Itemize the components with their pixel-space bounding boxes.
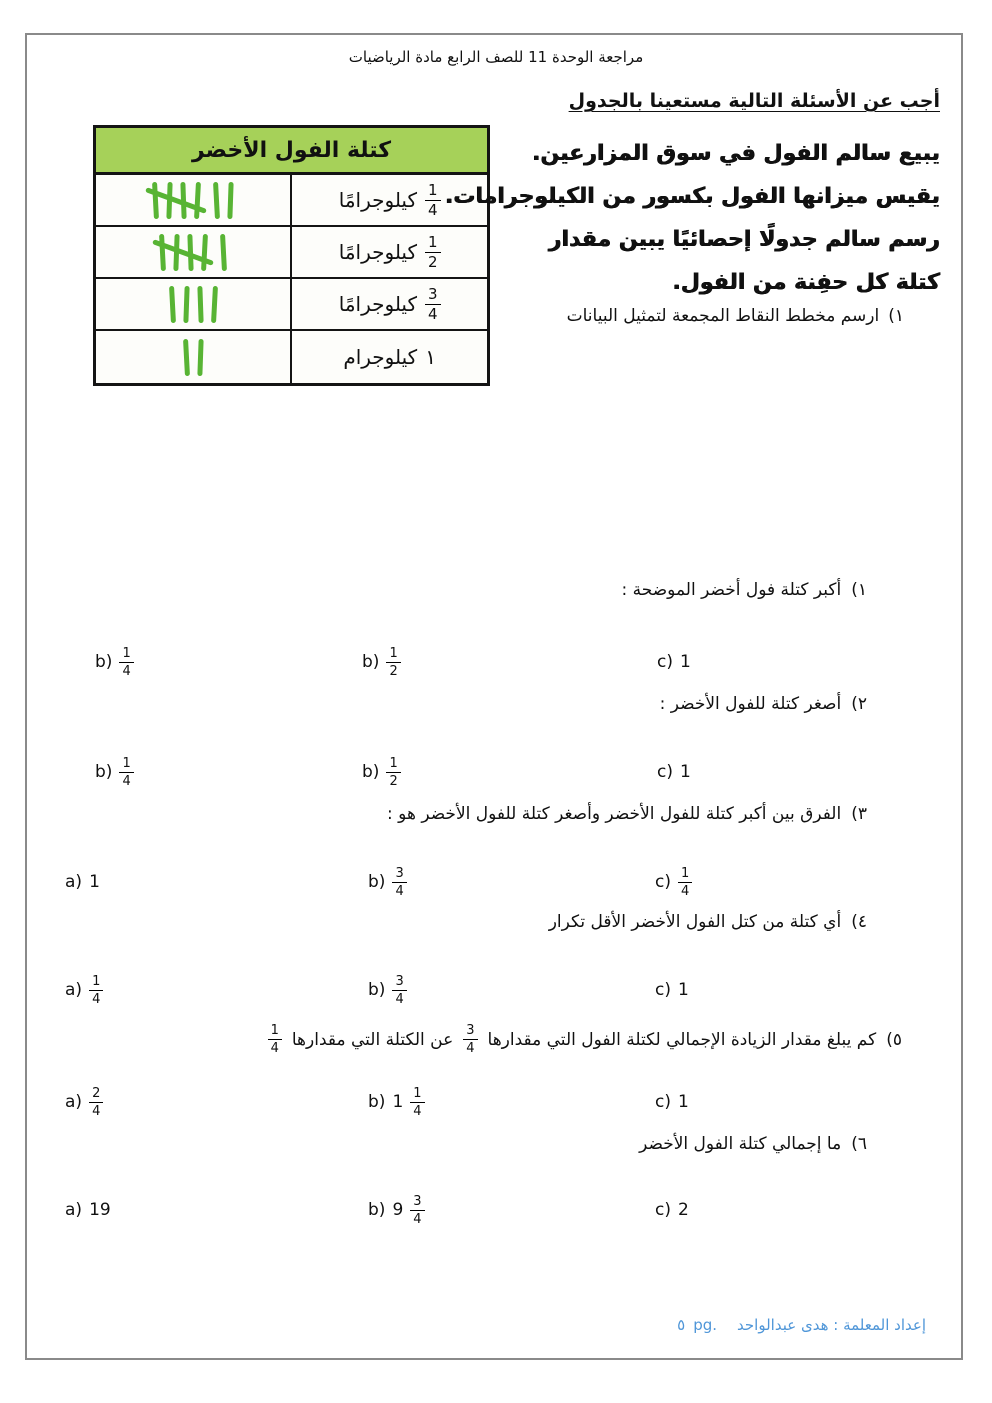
tally-bar bbox=[184, 339, 203, 376]
tally-table-title: كتلة الفول الأخضر bbox=[96, 128, 487, 175]
fraction: $\frac{3}{4}$ bbox=[410, 1195, 424, 1226]
document-title: مراجعة الوحدة 11 للصف الرابع مادة الرياضيات bbox=[348, 48, 644, 66]
option-label: c) bbox=[655, 1092, 671, 1112]
option-c bbox=[655, 1078, 689, 1126]
tally-bar bbox=[213, 181, 220, 218]
fraction: $\frac{3}{4}$ bbox=[392, 867, 406, 898]
tally-marks bbox=[96, 175, 292, 225]
option-c bbox=[657, 748, 691, 796]
page-footer bbox=[677, 1316, 926, 1334]
intro-title: أجب عن الأسئلة التالية مستعينا بالجدول bbox=[568, 90, 940, 112]
option-b bbox=[368, 1186, 425, 1234]
options-row-6 bbox=[0, 1186, 992, 1234]
question-6 bbox=[639, 1134, 867, 1154]
intro-line: كتلة كل حفِنة من الفول. bbox=[672, 270, 940, 295]
question-number: (١ bbox=[851, 580, 867, 600]
intro-line: رسم سالم جدولًا إحصائيًا يبين مقدار bbox=[548, 227, 940, 252]
tally-bar bbox=[211, 285, 218, 322]
question-2 bbox=[660, 694, 867, 714]
tally-bar bbox=[160, 234, 207, 271]
tally-bar bbox=[194, 181, 201, 218]
option-a bbox=[65, 966, 103, 1014]
unit-label: كيلوجرامًا bbox=[338, 188, 417, 212]
option-b bbox=[368, 858, 407, 906]
option-c bbox=[657, 638, 691, 686]
option-label: b) bbox=[362, 762, 380, 782]
fraction: $\frac{3}{4}$ bbox=[463, 1024, 477, 1055]
option-b2 bbox=[362, 748, 401, 796]
unit-label: كيلوجرامًا bbox=[338, 292, 417, 316]
fraction: $\frac{1}{4}$ bbox=[268, 1024, 282, 1055]
question-5 bbox=[268, 1024, 902, 1055]
tally-marks bbox=[96, 227, 292, 277]
question-text: الفرق بين أكبر كتلة للفول الأخضر وأصغر كتلة للفول الأخضر هو : bbox=[387, 804, 842, 824]
option-value: 1 bbox=[677, 1092, 689, 1112]
fraction: $\frac{3}{4}$ bbox=[425, 287, 441, 322]
fraction: $\frac{1}{4}$ bbox=[119, 757, 133, 788]
option-value: 2 bbox=[677, 1200, 689, 1220]
task-text: ارسم مخطط النقاط المجمعة لتمثيل البيانات bbox=[566, 306, 880, 326]
options-row-4 bbox=[0, 966, 992, 1014]
option-b1 bbox=[95, 638, 134, 686]
tally-bar bbox=[227, 181, 233, 218]
option-label: b) bbox=[95, 762, 113, 782]
tally-bar bbox=[183, 285, 189, 322]
tally-bar bbox=[214, 182, 233, 219]
intro-line: يبيع سالم الفول في سوق المزارعين. bbox=[532, 141, 940, 166]
option-value: 19 bbox=[89, 1200, 111, 1220]
question-text: أكبر كتلة فول أخضر الموضحة : bbox=[621, 580, 842, 600]
question-4 bbox=[549, 912, 867, 932]
task-item bbox=[567, 306, 904, 326]
option-value: 9 bbox=[392, 1200, 404, 1220]
option-label: b) bbox=[368, 1200, 386, 1220]
tally-bar bbox=[221, 234, 226, 271]
tally-bar bbox=[201, 233, 208, 270]
option-label: b) bbox=[362, 652, 380, 672]
option-label: b) bbox=[368, 872, 386, 892]
option-label: b) bbox=[95, 652, 113, 672]
whole-number: ١ bbox=[425, 345, 436, 369]
task-number: (١ bbox=[888, 306, 904, 326]
option-value: 1 bbox=[679, 762, 691, 782]
question-number: (٦ bbox=[851, 1134, 867, 1154]
intro-paragraph bbox=[445, 132, 940, 304]
fraction: $\frac{1}{4}$ bbox=[89, 975, 103, 1006]
option-a bbox=[65, 858, 100, 906]
question-3 bbox=[387, 804, 867, 824]
question-text: كم يبلغ مقدار الزيادة الإجمالي لكتلة الفول التي مقدارها bbox=[487, 1029, 877, 1050]
table-row bbox=[96, 227, 487, 279]
options-row-2 bbox=[0, 748, 992, 796]
intro-line: يقيس ميزانها الفول بكسور من الكيلوجرامات. bbox=[445, 184, 940, 209]
options-row-1 bbox=[0, 638, 992, 686]
option-a bbox=[65, 1186, 111, 1234]
unit-label: كيلوجرام bbox=[343, 345, 418, 369]
option-label: a) bbox=[65, 980, 83, 1000]
tally-bar bbox=[183, 338, 190, 375]
fraction: $\frac{1}{4}$ bbox=[119, 647, 133, 678]
tally-table bbox=[93, 125, 490, 386]
option-a bbox=[65, 1078, 103, 1126]
option-value: 1 bbox=[89, 872, 100, 892]
table-row bbox=[96, 331, 487, 383]
footer-prepared-by: إعداد المعلمة : هدى عبدالواحد bbox=[737, 1316, 926, 1334]
option-label: a) bbox=[65, 872, 83, 892]
option-c bbox=[655, 858, 692, 906]
fraction: $\frac{1}{4}$ bbox=[425, 183, 441, 218]
options-row-3 bbox=[0, 858, 992, 906]
option-label: c) bbox=[657, 652, 673, 672]
fraction: $\frac{1}{2}$ bbox=[386, 647, 400, 678]
option-b bbox=[368, 1078, 425, 1126]
option-value: 1 bbox=[679, 652, 691, 672]
tally-bar bbox=[169, 285, 176, 322]
fraction: $\frac{1}{2}$ bbox=[425, 235, 441, 270]
tally-bar bbox=[170, 286, 217, 323]
tally-marks bbox=[96, 331, 292, 383]
option-label: c) bbox=[657, 762, 673, 782]
tally-marks bbox=[96, 279, 292, 329]
option-label: c) bbox=[655, 872, 671, 892]
question-text: عن الكتلة التي مقدارها bbox=[291, 1029, 454, 1050]
question-text: ما إجمالي كتلة الفول الأخضر bbox=[639, 1134, 842, 1154]
option-label: c) bbox=[655, 1200, 671, 1220]
option-label: b) bbox=[368, 980, 386, 1000]
fraction: $\frac{1}{4}$ bbox=[678, 867, 692, 898]
fraction: $\frac{2}{4}$ bbox=[89, 1087, 103, 1118]
option-label: b) bbox=[368, 1092, 386, 1112]
option-label: c) bbox=[655, 980, 671, 1000]
question-text: أصغر كتلة للفول الأخضر : bbox=[659, 694, 842, 714]
tally-bar bbox=[153, 182, 200, 219]
table-row bbox=[96, 279, 487, 331]
option-label: a) bbox=[65, 1092, 83, 1112]
tally-bar bbox=[159, 233, 166, 270]
footer-page-number: ٥ bbox=[677, 1316, 686, 1334]
option-label: a) bbox=[65, 1200, 83, 1220]
footer-page-word: pg. bbox=[693, 1316, 718, 1334]
unit-label: كيلوجرامًا bbox=[338, 240, 417, 264]
option-b1 bbox=[95, 748, 134, 796]
question-1 bbox=[622, 580, 867, 600]
tally-bar bbox=[197, 285, 203, 322]
tally-bar bbox=[152, 181, 159, 218]
fraction: $\frac{3}{4}$ bbox=[392, 975, 406, 1006]
option-value: 1 bbox=[392, 1092, 404, 1112]
question-number: (٤ bbox=[851, 912, 867, 932]
option-b2 bbox=[362, 638, 401, 686]
options-row-5 bbox=[0, 1078, 992, 1126]
fraction: $\frac{1}{4}$ bbox=[410, 1087, 424, 1118]
question-number: (٣ bbox=[851, 804, 867, 824]
option-b bbox=[368, 966, 407, 1014]
table-row bbox=[96, 175, 487, 227]
tally-bar bbox=[220, 233, 227, 270]
fraction: $\frac{1}{2}$ bbox=[386, 757, 400, 788]
option-value: 1 bbox=[677, 980, 689, 1000]
row-label bbox=[292, 331, 487, 383]
tally-bar bbox=[197, 338, 203, 375]
question-number: (٢ bbox=[851, 694, 867, 714]
question-text: أي كتلة من كتل الفول الأخضر الأقل تكرار bbox=[548, 912, 842, 932]
question-number: (٥ bbox=[886, 1029, 902, 1050]
option-c bbox=[655, 1186, 689, 1234]
option-c bbox=[655, 966, 689, 1014]
